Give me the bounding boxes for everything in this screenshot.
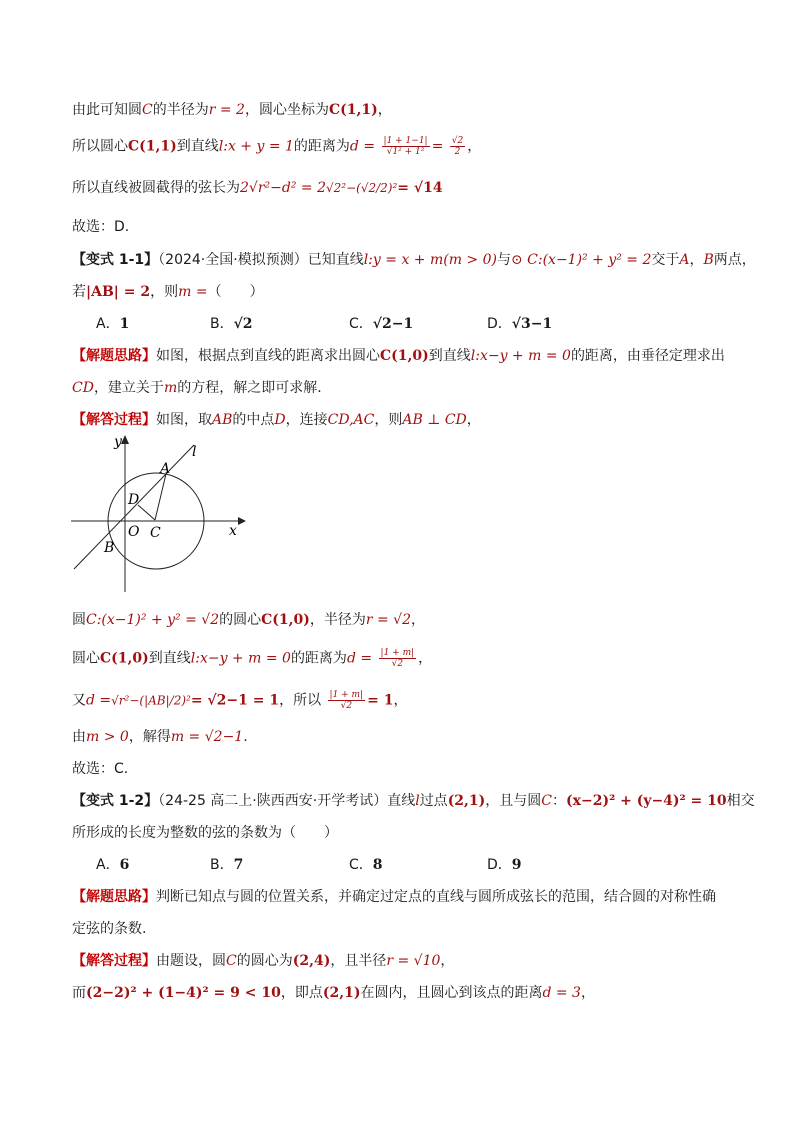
variant-tag: 【变式 1-1】 (72, 252, 159, 268)
math: d = 3 (542, 985, 581, 1001)
option-value: √2−1 (372, 316, 414, 332)
text: 相交 (726, 793, 755, 809)
circle-line-figure (66, 432, 246, 597)
text: ， (418, 650, 433, 667)
text: 如图，根据点到直线的距离求出圆心 (156, 348, 380, 364)
label-c: C (150, 525, 161, 541)
option-d (487, 855, 522, 875)
text: 所以直线被圆截得的弦长为 (72, 180, 240, 196)
math: |AB| = 2 (86, 284, 151, 300)
text: ，半径为 (309, 612, 366, 628)
math: CD,AC (327, 412, 375, 428)
segment-cd (138, 505, 155, 520)
math: AB ⊥ CD (402, 412, 467, 428)
text: 若 (72, 284, 86, 300)
text: ，圆心坐标为 (244, 102, 329, 118)
text: ，解得 (128, 729, 171, 745)
fraction (450, 136, 465, 157)
text: ，且与圆 (485, 793, 542, 809)
option-label: B． (210, 316, 234, 332)
option-label: A． (96, 857, 120, 873)
text: （ ） (207, 284, 264, 300)
question-line (72, 250, 756, 270)
denominator: 2 (454, 147, 461, 157)
math: m = (178, 284, 208, 300)
denominator: √2 (391, 659, 404, 669)
math: l:x + y = 1 (218, 138, 294, 155)
text: 到直线 (176, 138, 219, 155)
text: 到直线 (148, 650, 191, 667)
text: 由 (72, 729, 86, 745)
text: （24-25 高二上·陕西西安·开学考试）直线 (158, 793, 416, 809)
math: (2,1) (447, 793, 486, 809)
label-d: D (128, 492, 140, 508)
thinking-tag: 【解题思路】 (72, 348, 156, 364)
answer-line: 故选：D. (72, 219, 130, 235)
text: ，连接 (285, 412, 328, 428)
question-line (72, 791, 755, 811)
text: 交于 (651, 252, 680, 268)
text: ， (440, 953, 455, 969)
text: 由此可知圆 (72, 102, 142, 118)
math: = √2−1 = 1 (190, 692, 280, 709)
text: 与 (496, 252, 511, 268)
math: ⊙ C:(x−1)² + y² = 2 (510, 252, 652, 268)
text: ， (466, 412, 481, 428)
text: 的圆心 (219, 612, 262, 628)
math: C (541, 793, 553, 809)
math: B (703, 252, 714, 268)
option-value: √2 (233, 316, 253, 332)
fraction (382, 136, 430, 157)
thinking-tag: 【解题思路】 (72, 889, 156, 905)
text: ， (689, 252, 704, 268)
label-a: A (160, 461, 171, 477)
text: ， (393, 692, 408, 709)
math: = 1 (367, 692, 394, 709)
text: 的中点 (232, 412, 275, 428)
fraction (379, 648, 417, 669)
numerator: |1 + 1−1| (383, 136, 428, 146)
math: d = (86, 692, 112, 709)
solution-line (72, 951, 454, 971)
variant-tag: 【变式 1-2】 (72, 793, 159, 809)
math: C (226, 953, 237, 969)
thinking-line: 定弦的条数. (72, 921, 147, 937)
text: ，所以 (279, 692, 322, 709)
thinking-line (72, 887, 716, 907)
x-axis-arrow (238, 517, 246, 525)
text-line (72, 100, 392, 120)
option-c (349, 855, 383, 875)
question-line (72, 282, 264, 302)
math: C(1,0) (261, 612, 310, 628)
solution-line (72, 610, 425, 630)
text: . (243, 729, 248, 745)
text: 在圆内，且圆心到该点的距离 (360, 985, 543, 1001)
label-l: l (192, 444, 197, 460)
math: √2²−(√2/2)² (325, 181, 398, 195)
text: 的半径为 (152, 102, 209, 118)
math: m > 0 (86, 729, 129, 745)
text: ， (580, 985, 595, 1001)
label-y: y (114, 434, 122, 450)
option-label: C． (349, 316, 373, 332)
option-label: A． (96, 316, 120, 332)
math: m = √2−1 (170, 729, 244, 745)
option-label: D． (487, 316, 512, 332)
text: ，且半径 (330, 953, 387, 969)
option-value: 7 (233, 857, 244, 873)
math: l:x−y + m = 0 (190, 650, 291, 667)
math: C(1,0) (100, 650, 149, 667)
option-a (96, 855, 129, 875)
text: 由题设，圆 (156, 953, 226, 969)
math: C(1,0) (380, 348, 429, 364)
text: ，即点 (280, 985, 323, 1001)
option-c (349, 314, 413, 334)
math: r = √10 (386, 953, 441, 969)
text-line (72, 178, 443, 198)
option-d (487, 314, 552, 334)
solution-line (72, 690, 407, 711)
option-value: √3−1 (511, 316, 553, 332)
solution-tag: 【解答过程】 (72, 412, 156, 428)
option-b (210, 855, 243, 875)
math: CD (72, 380, 94, 396)
denominator: √1² + 1² (386, 147, 425, 157)
label-b: B (104, 540, 115, 556)
text: 又 (72, 692, 86, 709)
math: r = √2 (365, 612, 412, 628)
text: ，建立关于 (93, 380, 164, 396)
y-axis-arrow (121, 435, 129, 444)
text: ， (467, 138, 482, 155)
thinking-line (72, 346, 725, 366)
text: ： (552, 793, 567, 809)
text: 的距离，由垂径定理求出 (570, 348, 725, 364)
solution-line (72, 983, 595, 1003)
denominator: √2 (340, 701, 353, 711)
option-label: B． (210, 857, 234, 873)
text: 圆心 (72, 650, 100, 667)
solution-line (72, 410, 481, 430)
math: A (679, 252, 690, 268)
numerator: |1 + m| (329, 690, 364, 700)
text: 的圆心为 (236, 953, 293, 969)
math: (2,1) (322, 985, 361, 1001)
math: m (163, 380, 178, 396)
math: 2√r²−d² = 2 (240, 180, 326, 196)
text: 判断已知点与圆的位置关系，并确定过定点的直线与圆所成弦长的范围，结合圆的对称性确 (156, 889, 716, 905)
math: C(1,1) (328, 102, 378, 118)
label-x: x (229, 523, 237, 539)
math: C:(x−1)² + y² = √2 (86, 612, 220, 628)
math: l:y = x + m(m > 0) (363, 252, 497, 268)
option-label: C． (349, 857, 373, 873)
math: (2−2)² + (1−4)² = 9 < 10 (86, 985, 281, 1001)
math: (x−2)² + (y−4)² = 10 (566, 793, 727, 809)
numerator: √2 (451, 136, 464, 146)
text: ，则 (150, 284, 179, 300)
solution-tag: 【解答过程】 (72, 953, 156, 969)
solution-line (72, 727, 248, 747)
math: l:x−y + m = 0 (470, 348, 571, 364)
text: 的方程，解之即可求解. (177, 380, 322, 396)
math: r = 2 (208, 102, 245, 118)
numerator: |1 + m| (380, 648, 415, 658)
text: ， (377, 102, 392, 118)
math: C(1,1) (128, 138, 177, 155)
text: 如图，取 (156, 412, 212, 428)
text: 的距离为 (290, 650, 347, 667)
segment-ac (155, 474, 166, 520)
math: d = (349, 138, 376, 155)
text: ， (411, 612, 426, 628)
option-value: 1 (119, 316, 130, 332)
math: C (142, 102, 153, 118)
fraction (328, 690, 366, 711)
answer-line: 故选：C. (72, 761, 129, 777)
text-line (72, 136, 481, 157)
math: = (431, 138, 444, 155)
math: = √14 (397, 180, 443, 196)
option-value: 6 (119, 857, 130, 873)
math: √r²−(|AB|/2)² (111, 693, 191, 708)
solution-line (72, 648, 432, 669)
thinking-line (72, 378, 322, 398)
math: d = (346, 650, 373, 667)
text: 的距离为 (293, 138, 350, 155)
math: (2,4) (292, 953, 331, 969)
option-value: 9 (511, 857, 522, 873)
math: l (415, 793, 420, 809)
option-value: 8 (372, 857, 383, 873)
option-b (210, 314, 253, 334)
text: 所以圆心 (72, 138, 128, 155)
math: AB (212, 412, 233, 428)
text: 圆 (72, 612, 86, 628)
text: ，则 (374, 412, 403, 428)
question-line: 所形成的长度为整数的弦的条数为（ ） (72, 825, 338, 841)
text: 到直线 (428, 348, 471, 364)
text: 过点 (419, 793, 448, 809)
option-label: D． (487, 857, 512, 873)
math: D (274, 412, 286, 428)
text: （2024·全国·模拟预测）已知直线 (158, 252, 364, 268)
label-o: O (128, 524, 140, 540)
option-a (96, 314, 129, 334)
text: 而 (72, 985, 86, 1001)
text: 两点， (713, 252, 756, 268)
